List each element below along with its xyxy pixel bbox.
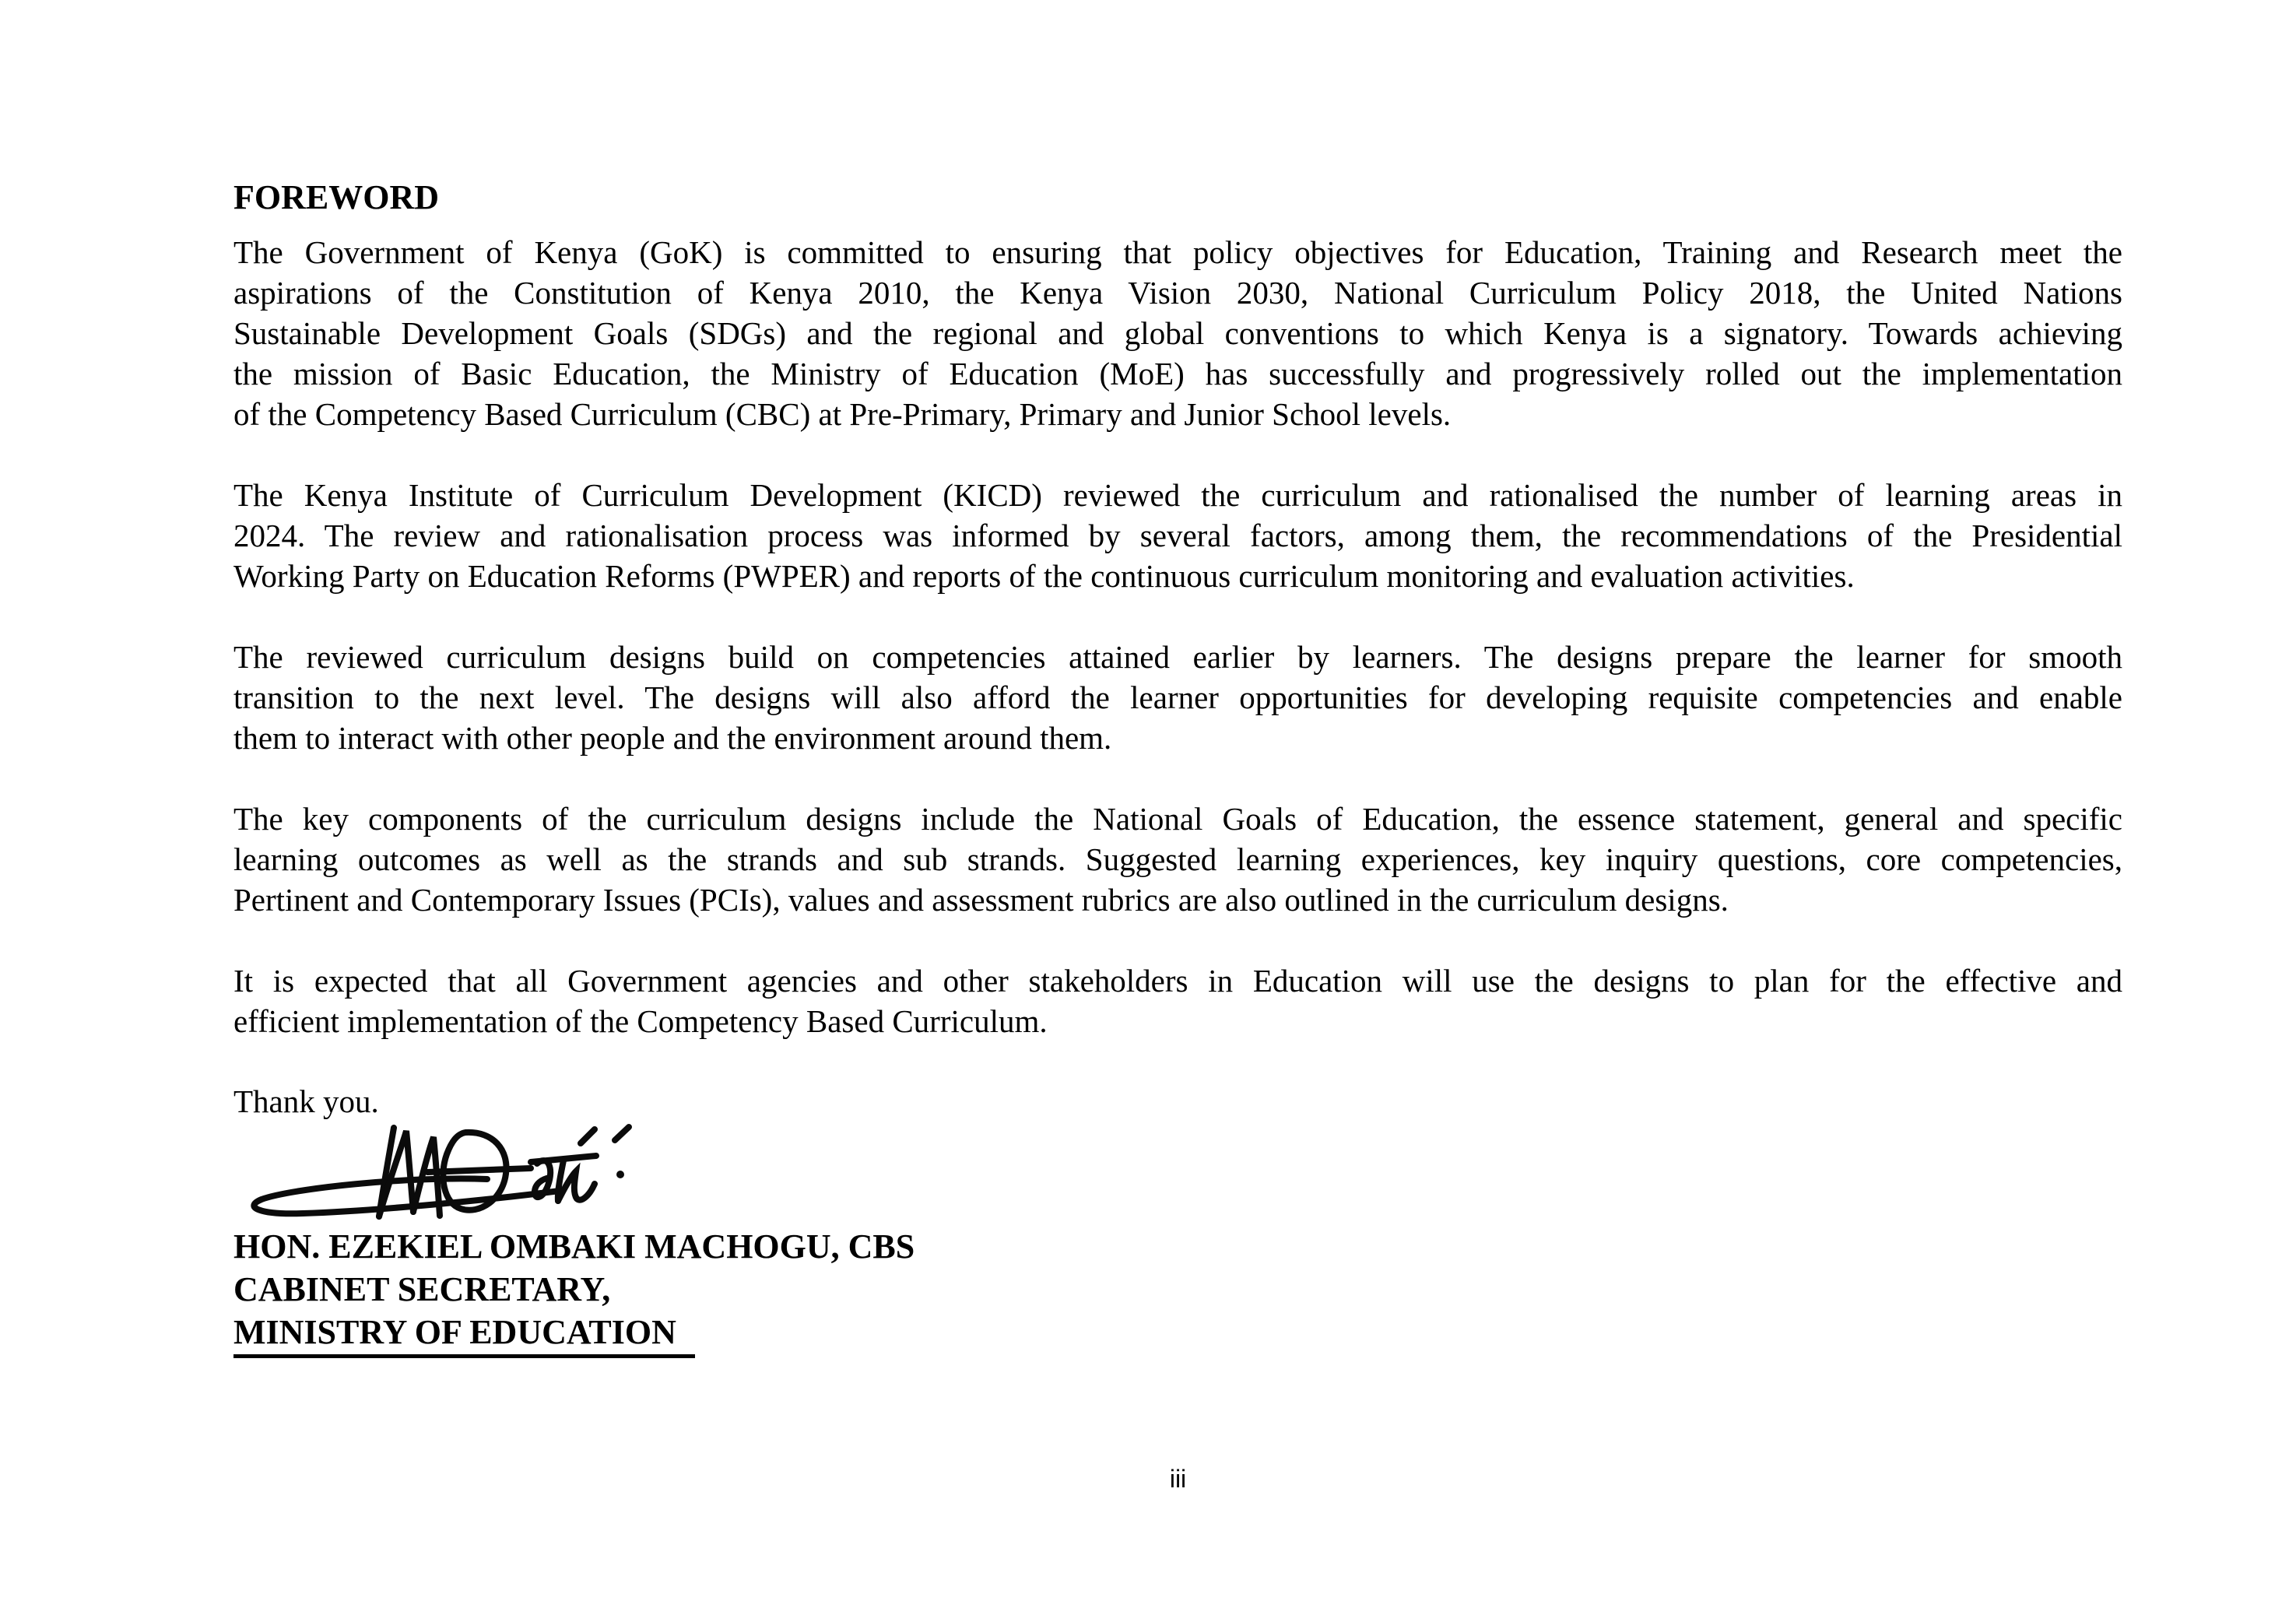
text-line: It is expected that all Government agencies and other stakeholders in Education will use the designs to plan for the effective and [233,963,2122,999]
text-line: The Government of Kenya (GoK) is committed to ensuring that policy objectives for Education, Training and Research meet the [233,234,2122,270]
paragraph-4 [233,799,2122,920]
paragraph-3 [233,637,2122,758]
text-line: transition to the next level. The designs will also afford the learner opportunities for developing requisite competencies and enable [233,679,2122,715]
page-content [233,177,2122,1493]
text-line: The key components of the curriculum designs include the National Goals of Education, the essence statement, general and specific [233,801,2122,837]
foreword-heading: FOREWORD [233,178,439,216]
handwritten-signature-icon [233,1122,2122,1225]
text-line: Sustainable Development Goals (SDGs) and the regional and global conventions to which Kenya is a signatory. Towards achieving [233,315,2122,351]
signatory-block [233,1225,2122,1358]
signatory-organization: MINISTRY OF EDUCATION [233,1311,695,1358]
paragraph-1 [233,232,2122,434]
text-line: Working Party on Education Reforms (PWPER) and reports of the continuous curriculum monitoring and evaluation activities. [233,558,1855,594]
text-line: Pertinent and Contemporary Issues (PCIs), values and assessment rubrics are also outlined in the curriculum designs. [233,882,1729,918]
signatory-role: CABINET SECRETARY, [233,1270,611,1308]
paragraph-5 [233,960,2122,1041]
text-line: learning outcomes as well as the strands and sub strands. Suggested learning experiences, key inquiry questions, core competencies, [233,841,2122,877]
text-line: them to interact with other people and the environment around them. [233,720,1112,756]
paragraph-2 [233,475,2122,596]
text-line: efficient implementation of the Competency Based Curriculum. [233,1003,1048,1039]
signatory-name: HON. EZEKIEL OMBAKI MACHOGU, CBS [233,1227,915,1266]
signatory-organization-line [233,1311,2122,1358]
page-number: iii [1169,1465,1187,1493]
text-line: The Kenya Institute of Curriculum Development (KICD) reviewed the curriculum and rationalised the number of learning areas in [233,477,2122,513]
text-line: aspirations of the Constitution of Kenya 2010, the Kenya Vision 2030, National Curriculum Policy 2018, the United Nations [233,275,2122,311]
closing-line: Thank you. [233,1083,379,1119]
text-line: 2024. The review and rationalisation process was informed by several factors, among them, the recommendations of the Presidential [233,518,2122,553]
text-line: The reviewed curriculum designs build on competencies attained earlier by learners. The designs prepare the learner for smooth [233,639,2122,675]
text-line: the mission of Basic Education, the Ministry of Education (MoE) has successfully and progressively rolled out the implementation [233,356,2122,391]
text-line: of the Competency Based Curriculum (CBC) at Pre-Primary, Primary and Junior School levels. [233,396,1452,432]
